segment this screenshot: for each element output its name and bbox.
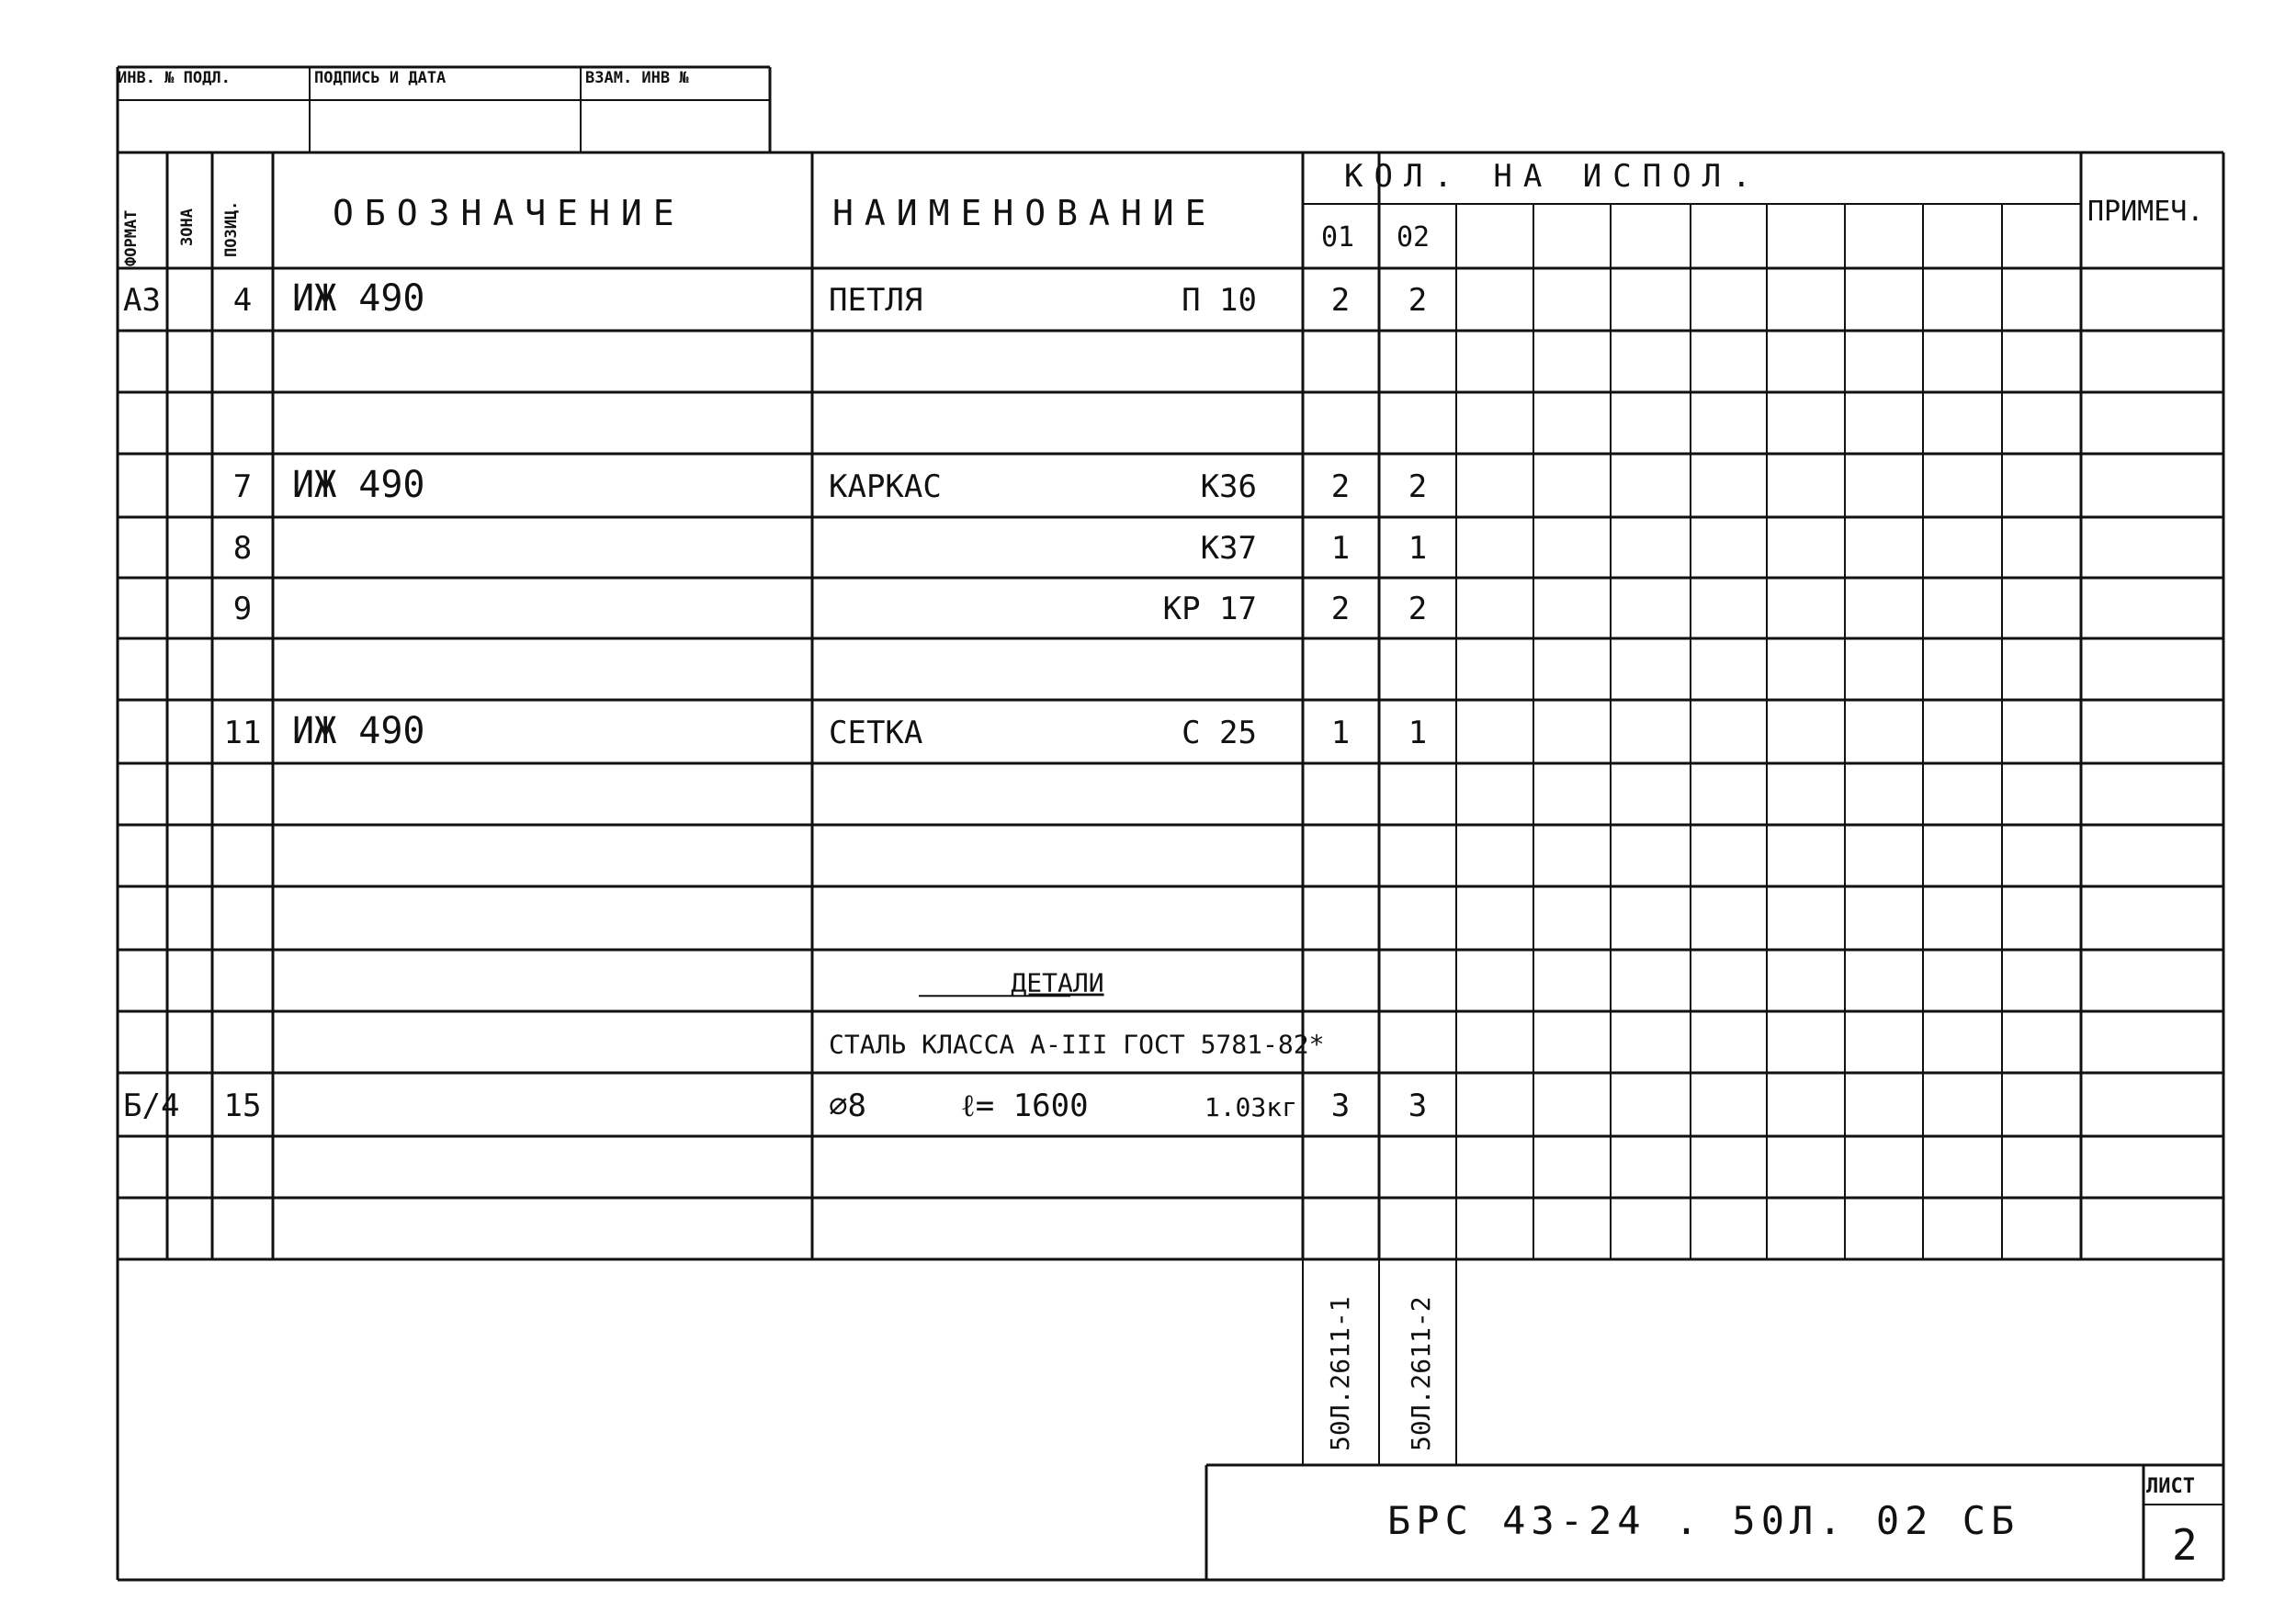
document-code: БРС 43-24 . 50Л. 02 СБ: [1387, 1498, 2020, 1543]
header-note: ПРИМЕЧ.: [2087, 196, 2204, 228]
row-position: 7: [232, 468, 253, 505]
row-qty-01: 1: [1330, 529, 1351, 567]
sheet-number: 2: [2172, 1520, 2198, 1570]
stamp-replace-label: ВЗАМ. ИНВ №: [585, 69, 689, 87]
variant-01-code: 50Л.2611-1: [1325, 1296, 1355, 1451]
row-mark: КР 17: [1162, 590, 1257, 627]
row-position: 9: [232, 590, 253, 627]
variant-02-code: 50Л.2611-2: [1406, 1296, 1436, 1451]
row-position: 8: [232, 529, 253, 567]
row-mark: К36: [1200, 468, 1257, 505]
row-position: 11: [223, 714, 262, 751]
row-qty-02: 2: [1408, 468, 1428, 505]
header-qty-title: КОЛ. НА ИСПОЛ.: [1344, 158, 1762, 195]
row-qty-02: 1: [1408, 529, 1428, 567]
row-qty-01: 2: [1330, 468, 1351, 505]
row-name: СТАЛЬ КЛАССА А-III ГОСТ 5781-82*: [829, 1029, 1325, 1060]
row-qty-01: 2: [1330, 282, 1351, 320]
sheet-label: ЛИСТ: [2146, 1475, 2195, 1498]
row-name: ПЕТЛЯ: [829, 282, 923, 320]
row-position: 15: [223, 1087, 262, 1124]
section-title-details: ДЕТАЛИ: [1011, 967, 1104, 998]
row-mark: П 10: [1182, 282, 1257, 320]
row-mark: К37: [1200, 529, 1257, 567]
row-designation: ИЖ 490: [292, 709, 425, 752]
row-qty-02: 2: [1408, 590, 1428, 627]
header-qty-01: 01: [1321, 221, 1355, 254]
row-qty-02: 1: [1408, 714, 1428, 751]
stamp-sign-label: ПОДПИСЬ И ДАТА: [314, 69, 447, 87]
row-mark: С 25: [1182, 714, 1257, 751]
row-designation: ИЖ 490: [292, 463, 425, 506]
row-position: 4: [232, 282, 253, 320]
row-qty-01: 2: [1330, 590, 1351, 627]
row-format: А3: [123, 282, 161, 320]
header-position: ПОЗИЦ.: [222, 200, 241, 257]
row-name: ⌀8: [829, 1087, 866, 1124]
row-name: СЕТКА: [829, 714, 923, 751]
header-name: НАИМЕНОВАНИЕ: [832, 193, 1217, 233]
row-format: Б/4: [123, 1087, 180, 1124]
row-mass: 1.03кг: [1204, 1091, 1297, 1122]
stamp-inv-label: ИНВ. № ПОДЛ.: [118, 69, 231, 87]
row-length: ℓ= 1600: [960, 1087, 1089, 1124]
row-name: КАРКАС: [829, 468, 942, 505]
row-qty-02: 2: [1408, 282, 1428, 320]
row-qty-02: 3: [1408, 1087, 1428, 1124]
row-designation: ИЖ 490: [292, 277, 425, 321]
header-format: ФОРМАТ: [122, 209, 141, 266]
row-qty-01: 3: [1330, 1087, 1351, 1124]
header-zone: ЗОНА: [178, 209, 197, 246]
header-qty-02: 02: [1397, 221, 1431, 254]
row-qty-01: 1: [1330, 714, 1351, 751]
header-designation: ОБОЗНАЧЕНИЕ: [333, 193, 685, 233]
